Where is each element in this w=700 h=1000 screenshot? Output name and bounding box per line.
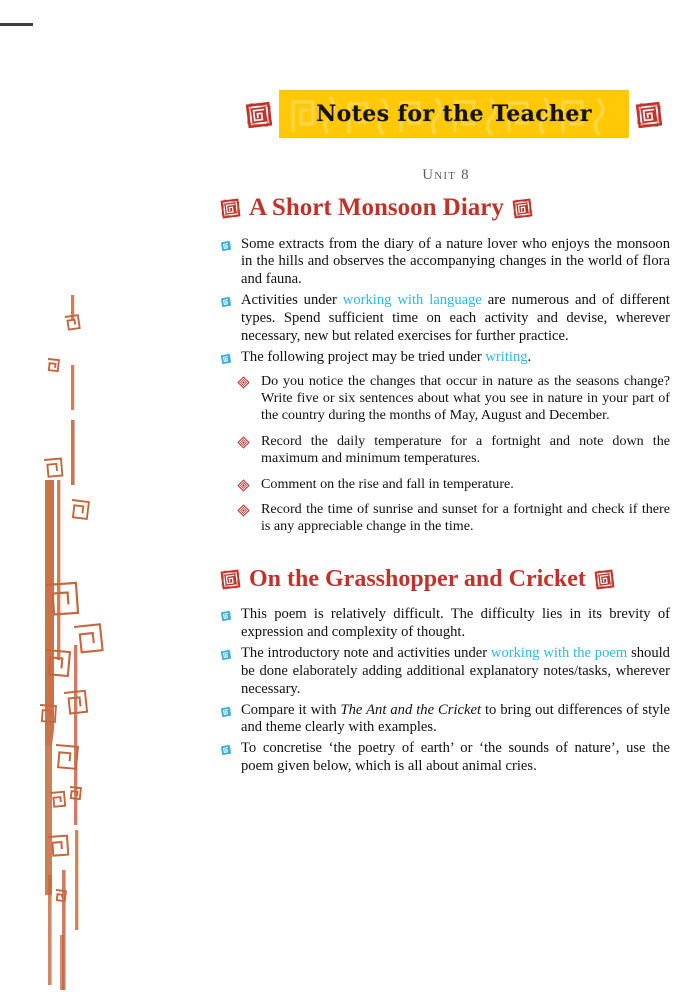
list-item (236, 501, 670, 536)
emphasis-term: working with the poem (490, 644, 628, 661)
blue-spiral-bullet-icon (220, 706, 232, 718)
list-item-text (241, 645, 670, 697)
list-item (218, 702, 670, 738)
blue-spiral-bullet-icon (220, 649, 232, 661)
text-run: To concretise ‘the poetry of earth’ or ‘the sounds of nature’, use the poem given below, which is all about animal cries. (241, 740, 670, 775)
list-item-text (241, 606, 670, 640)
spiral-square-icon (220, 569, 241, 590)
list-item-text: Comment on the rise and fall in temperature. (261, 475, 514, 492)
list-item-text (241, 740, 670, 774)
chapter-heading-grasshopper-cricket (220, 566, 670, 592)
emphasis-term: working with language (342, 292, 482, 309)
spiral-square-icon (245, 101, 273, 129)
spiral-square-icon (635, 101, 663, 129)
chapter1-bullet-list (218, 236, 670, 367)
red-diamond-spiral-bullet-icon (237, 376, 250, 389)
list-item (218, 740, 670, 776)
text-run: The following project may be tried under (241, 348, 486, 365)
unit-label: Unit 8 (422, 167, 470, 183)
text-run: Some extracts from the diary of a nature lover who enjoys the monsoon in the hills and observes the accompanying changes in the world of flora and fauna. (241, 235, 670, 288)
list-item (218, 645, 670, 699)
list-item-text (241, 236, 670, 288)
text-run: This poem is relatively difficult. The difficulty lies in its brevity of expression and complexity of thought. (241, 606, 670, 641)
blue-spiral-bullet-icon (220, 240, 232, 252)
list-item (236, 476, 670, 493)
italic-title: The Ant and the Cricket (340, 701, 482, 718)
list-item-text: Record the daily temperature for a fortnight and note down the maximum and minimum temperatures. (261, 432, 670, 467)
chapter1-project-sublist (236, 373, 670, 536)
banner-title: Notes for the Teacher (316, 101, 592, 127)
text-run: Activities under (241, 292, 343, 309)
spiral-square-icon (594, 569, 615, 590)
red-diamond-spiral-bullet-icon (237, 504, 250, 517)
chapter-title: On the Grasshopper and Cricket (249, 565, 586, 592)
text-run: should be done elaborately adding additional explanatory notes/tasks, wherever necessary. (241, 644, 670, 697)
text-run: are numerous and of different types. Spend sufficient time on each activity and devise, wherever necessary, new but related exercises for further practice. (241, 292, 670, 344)
list-item (218, 349, 670, 367)
list-item (218, 292, 670, 346)
spiral-square-icon (512, 198, 533, 219)
list-item (236, 433, 670, 468)
banner-bar (279, 90, 629, 138)
emphasis-term: writing (485, 348, 528, 365)
list-item-text: Record the time of sunrise and sunset for a fortnight and check if there is any appreciable change in the time. (261, 500, 670, 535)
blue-spiral-bullet-icon (220, 744, 232, 756)
chapter-title: A Short Monsoon Diary (249, 194, 504, 221)
list-item-text (241, 349, 531, 365)
top-edge-rule (0, 23, 33, 26)
list-item-text (241, 292, 670, 344)
text-run: Compare it with (241, 701, 341, 718)
blue-spiral-bullet-icon (220, 610, 232, 622)
list-item (218, 606, 670, 642)
spiral-square-icon (220, 198, 241, 219)
chapter-heading-monsoon-diary (220, 194, 670, 222)
red-diamond-spiral-bullet-icon (237, 479, 250, 492)
list-item (218, 236, 670, 290)
text-run: The introductory note and activities under (241, 644, 491, 661)
text-run: . (527, 348, 532, 365)
text-run: to bring out differences of style and theme clearly with examples. (241, 701, 670, 736)
blue-spiral-bullet-icon (220, 353, 232, 365)
chapter2-bullet-list (218, 606, 670, 776)
blue-spiral-bullet-icon (220, 296, 232, 308)
notes-for-the-teacher-banner (245, 87, 663, 145)
red-diamond-spiral-bullet-icon (237, 436, 250, 449)
list-item-text: Do you notice the changes that occur in nature as the seasons change? Write five or six sentences about what you see in nature in your part of the country during the months of May, August and December. (261, 372, 670, 424)
page-content (218, 0, 670, 779)
decorative-side-border (30, 275, 110, 990)
list-item-text (241, 702, 670, 736)
list-item (236, 373, 670, 425)
